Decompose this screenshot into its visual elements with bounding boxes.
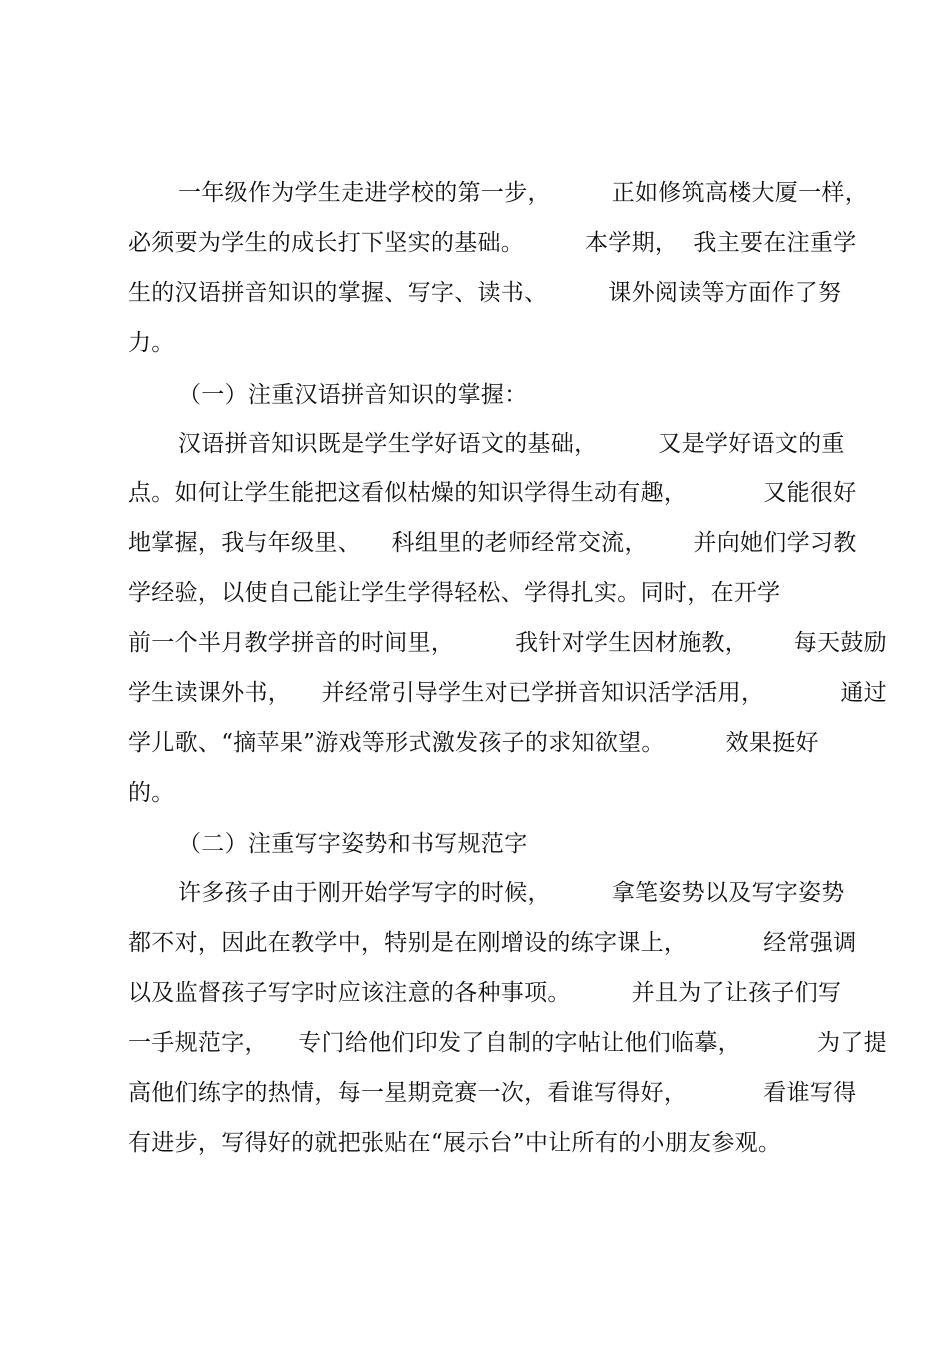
paragraph-line: 学儿歌、“摘苹果”游戏等形式激发孩子的求知欲望。 效果挺好 (128, 730, 819, 756)
paragraph-line: 一年级作为学生走进学校的第一步， 正如修筑高楼大厦一样， (178, 180, 868, 206)
paragraph-line: 力。 (128, 330, 175, 356)
paragraph-line: 许多孩子由于刚开始学写字的时候， 拿笔姿势以及写字姿势 (178, 880, 845, 906)
paragraph-line: 高他们练字的热情，每一星期竞赛一次，看谁写得好， 看谁写得 (128, 1080, 857, 1106)
paragraph-line: 以及监督孩子写字时应该注意的各种事项。 并且为了让孩子们写 (128, 980, 842, 1006)
paragraph-line: 生的汉语拼音知识的掌握、写字、读书、 课外阅读等方面作了努 (128, 280, 842, 306)
section-heading: （一）注重汉语拼音知识的掌握： (178, 382, 528, 408)
section-heading: （二）注重写字姿势和书写规范字 (178, 831, 528, 857)
paragraph-line: 点。如何让学生能把这看似枯燥的知识学得生动有趣， 又能很好 (128, 480, 857, 506)
paragraph-line: 一手规范字， 专门给他们印发了自制的字帖让他们临摹， 为了提 (128, 1030, 887, 1056)
paragraph-line: 的。 (128, 780, 175, 806)
paragraph-line: 学经验，以使自己能让学生学得轻松、学得扎实。同时，在开学 (128, 580, 781, 606)
paragraph-line: 都不对，因此在教学中，特别是在刚增设的练字课上， 经常强调 (128, 930, 857, 956)
paragraph-line: 必须要为学生的成长打下坚实的基础。 本学期， 我主要在注重学 (128, 230, 857, 256)
paragraph-line: 汉语拼音知识既是学生学好语文的基础， 又是学好语文的重 (178, 431, 845, 457)
paragraph-line: 有进步，写得好的就把张贴在“展示台”中让所有的小朋友参观。 (128, 1130, 782, 1156)
paragraph-line: 学生读课外书， 并经常引导学生对已学拼音知识活学活用， 通过 (128, 680, 887, 706)
paragraph-line: 地掌握，我与年级里、 科组里的老师经常交流， 并向她们学习教 (128, 530, 857, 556)
paragraph-line: 前一个半月教学拼音的时间里， 我针对学生因材施教， 每天鼓励 (128, 630, 887, 656)
